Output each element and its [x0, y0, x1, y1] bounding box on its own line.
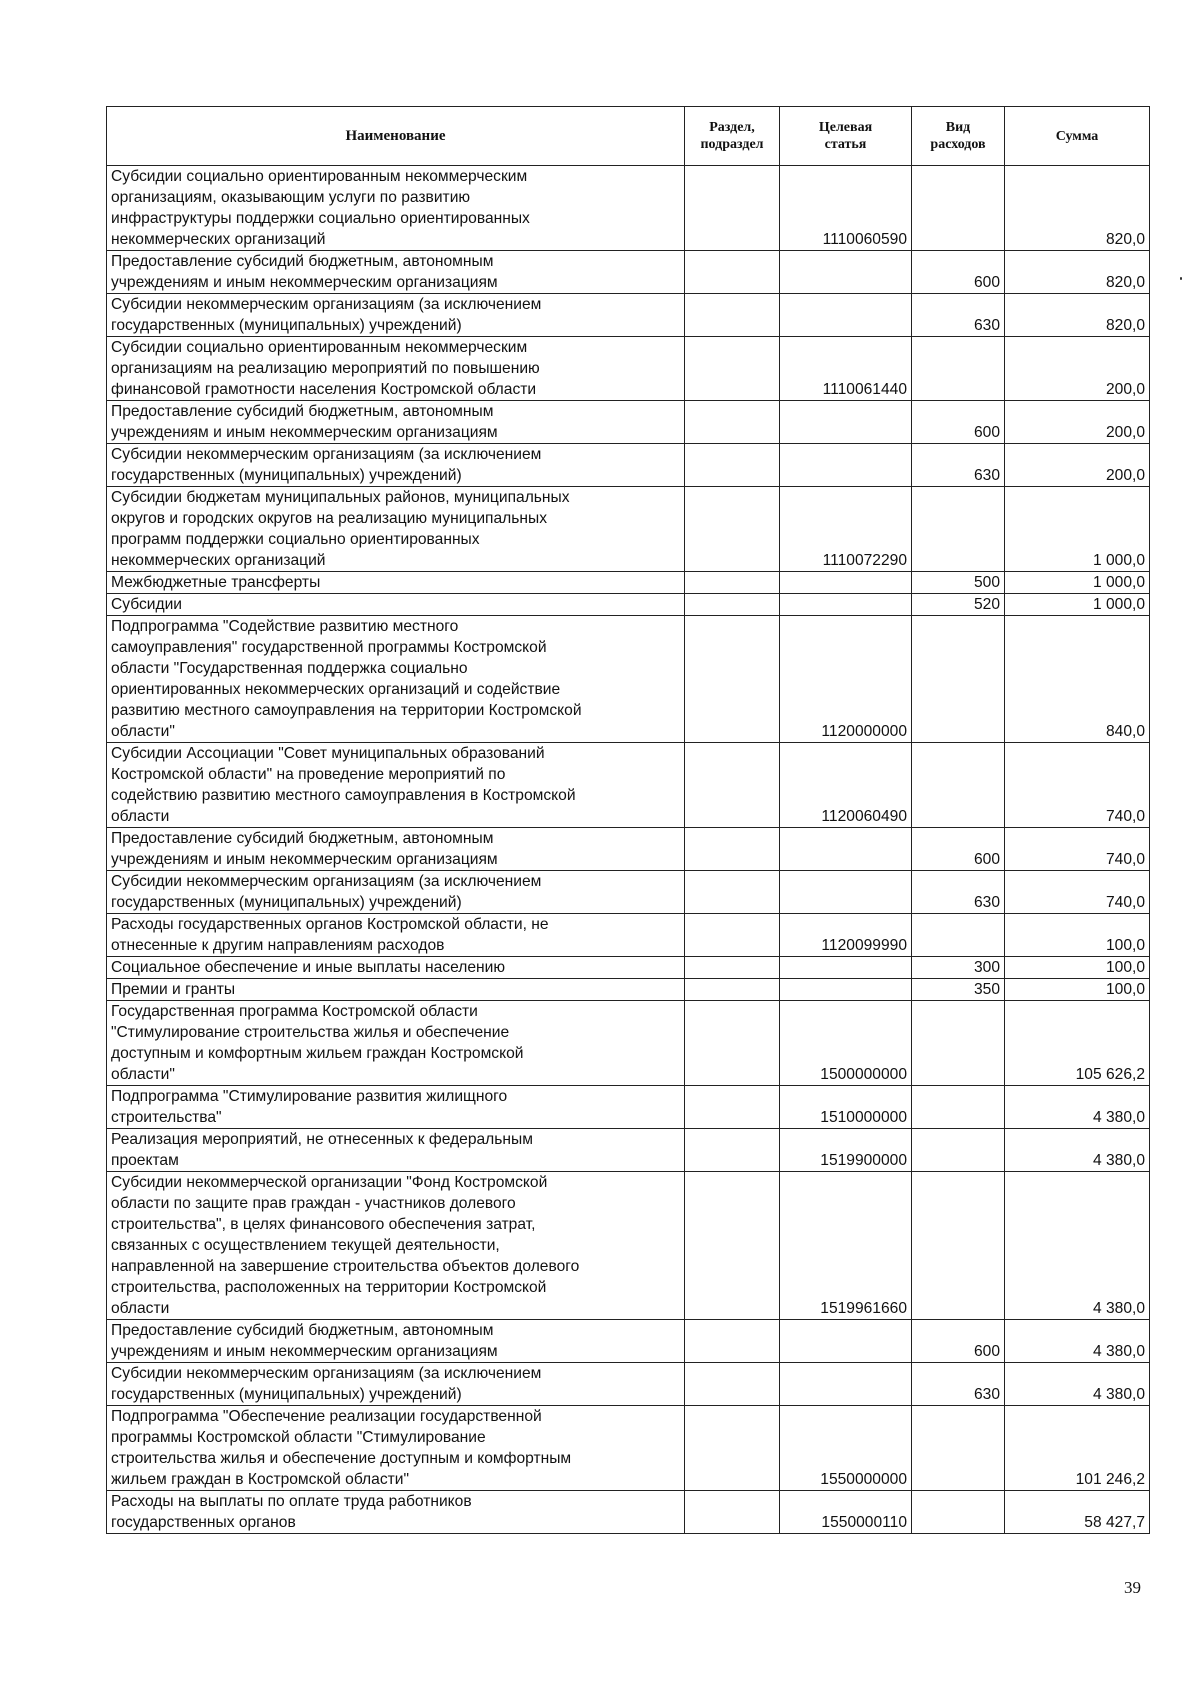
cell-kind: 600	[912, 401, 1005, 444]
cell-sum: 740,0	[1005, 871, 1150, 914]
cell-section	[685, 487, 780, 572]
cell-sum: 740,0	[1005, 828, 1150, 871]
cell-kind: 500	[912, 572, 1005, 594]
cell-kind	[912, 743, 1005, 828]
table-header-row	[107, 107, 1150, 166]
cell-name: Межбюджетные трансферты	[107, 572, 685, 594]
cell-target	[780, 572, 912, 594]
cell-target	[780, 594, 912, 616]
cell-section	[685, 957, 780, 979]
cell-sum: 101 246,2	[1005, 1406, 1150, 1491]
cell-target: 1110072290	[780, 487, 912, 572]
table-row	[107, 1406, 1150, 1491]
cell-section	[685, 1320, 780, 1363]
cell-name: Субсидии социально ориентированным некоммерческим организациям, оказывающим услуги по развитию инфраструктуры поддержки социально ориентированных некоммерческих организаций	[107, 166, 685, 251]
cell-kind: 630	[912, 1363, 1005, 1406]
cell-sum: 4 380,0	[1005, 1320, 1150, 1363]
cell-name: Субсидии бюджетам муниципальных районов, муниципальных округов и городских округов на реализацию муниципальных программ поддержки социально ориентированных некоммерческих организаций	[107, 487, 685, 572]
cell-kind	[912, 337, 1005, 401]
cell-kind: 630	[912, 294, 1005, 337]
header-section: Раздел, подраздел	[685, 107, 780, 166]
cell-sum: 820,0	[1005, 166, 1150, 251]
cell-name: Подпрограмма "Обеспечение реализации государственной программы Костромской области "Стимулирование строительства жилья и обеспечение доступным и комфортным жильем граждан в Костромской области"	[107, 1406, 685, 1491]
cell-name: Субсидии некоммерческим организациям (за исключением государственных (муниципальных) учреждений)	[107, 1363, 685, 1406]
cell-section	[685, 1406, 780, 1491]
cell-name: Предоставление субсидий бюджетным, автономным учреждениям и иным некоммерческим организациям	[107, 251, 685, 294]
table-row	[107, 1086, 1150, 1129]
cell-target: 1110061440	[780, 337, 912, 401]
cell-name: Подпрограмма "Содействие развитию местного самоуправления" государственной программы Костромской области "Государственная поддержка социально ориентированных некоммерческих организаций и содействие развитию местного самоуправления на территории Костромской области"	[107, 616, 685, 743]
cell-sum: 820,0	[1005, 294, 1150, 337]
cell-target: 1120060490	[780, 743, 912, 828]
cell-kind	[912, 487, 1005, 572]
cell-sum: 740,0	[1005, 743, 1150, 828]
table-row	[107, 294, 1150, 337]
cell-name: Расходы на выплаты по оплате труда работников государственных органов	[107, 1491, 685, 1534]
cell-target	[780, 979, 912, 1001]
cell-target: 1550000110	[780, 1491, 912, 1534]
cell-sum: 200,0	[1005, 337, 1150, 401]
cell-name: Подпрограмма "Стимулирование развития жилищного строительства"	[107, 1086, 685, 1129]
cell-sum: 200,0	[1005, 444, 1150, 487]
table-row	[107, 487, 1150, 572]
cell-kind: 630	[912, 444, 1005, 487]
cell-kind	[912, 616, 1005, 743]
cell-kind: 600	[912, 828, 1005, 871]
cell-kind	[912, 166, 1005, 251]
cell-kind	[912, 1491, 1005, 1534]
cell-section	[685, 401, 780, 444]
header-name: Наименование	[107, 107, 685, 166]
cell-name: Реализация мероприятий, не отнесенных к федеральным проектам	[107, 1129, 685, 1172]
cell-section	[685, 616, 780, 743]
table-row	[107, 979, 1150, 1001]
cell-name: Субсидии социально ориентированным некоммерческим организациям на реализацию мероприятий по повышению финансовой грамотности населения Костромской области	[107, 337, 685, 401]
cell-sum: 100,0	[1005, 979, 1150, 1001]
cell-sum: 1 000,0	[1005, 594, 1150, 616]
cell-target: 1550000000	[780, 1406, 912, 1491]
cell-kind	[912, 1172, 1005, 1320]
cell-section	[685, 871, 780, 914]
cell-target: 1120000000	[780, 616, 912, 743]
cell-sum: 200,0	[1005, 401, 1150, 444]
cell-target	[780, 1320, 912, 1363]
cell-sum: 840,0	[1005, 616, 1150, 743]
cell-kind: 520	[912, 594, 1005, 616]
cell-target	[780, 251, 912, 294]
cell-sum: 1 000,0	[1005, 572, 1150, 594]
cell-name: Субсидии некоммерческим организациям (за исключением государственных (муниципальных) учреждений)	[107, 294, 685, 337]
cell-section	[685, 594, 780, 616]
cell-target: 1110060590	[780, 166, 912, 251]
cell-name: Социальное обеспечение и иные выплаты населению	[107, 957, 685, 979]
cell-sum: 4 380,0	[1005, 1363, 1150, 1406]
cell-sum: 100,0	[1005, 957, 1150, 979]
cell-section	[685, 979, 780, 1001]
cell-section	[685, 1491, 780, 1534]
table-row	[107, 337, 1150, 401]
cell-kind	[912, 914, 1005, 957]
cell-kind	[912, 1406, 1005, 1491]
cell-section	[685, 1172, 780, 1320]
table-row	[107, 444, 1150, 487]
cell-name: Предоставление субсидий бюджетным, автономным учреждениям и иным некоммерческим организациям	[107, 828, 685, 871]
table-row	[107, 871, 1150, 914]
cell-name: Субсидии некоммерческим организациям (за исключением государственных (муниципальных) учреждений)	[107, 444, 685, 487]
cell-section	[685, 337, 780, 401]
cell-kind: 350	[912, 979, 1005, 1001]
cell-name: Субсидии некоммерческой организации "Фонд Костромской области по защите прав граждан - участников долевого строительства", в целях финансового обеспечения затрат, связанных с осуществлением текущей деятельности, направленной на завершение строительства объектов долевого строительства, расположенных на территории Костромской области	[107, 1172, 685, 1320]
cell-section	[685, 828, 780, 871]
cell-target	[780, 957, 912, 979]
cell-kind: 630	[912, 871, 1005, 914]
table-row	[107, 251, 1150, 294]
cell-name: Субсидии некоммерческим организациям (за исключением государственных (муниципальных) учреждений)	[107, 871, 685, 914]
cell-section	[685, 1363, 780, 1406]
cell-kind	[912, 1001, 1005, 1086]
table-body	[107, 166, 1150, 1534]
table-row	[107, 616, 1150, 743]
cell-target	[780, 294, 912, 337]
cell-section	[685, 914, 780, 957]
table-row	[107, 401, 1150, 444]
cell-sum: 58 427,7	[1005, 1491, 1150, 1534]
cell-sum: 4 380,0	[1005, 1129, 1150, 1172]
table-row	[107, 828, 1150, 871]
cell-name: Предоставление субсидий бюджетным, автономным учреждениям и иным некоммерческим организациям	[107, 401, 685, 444]
budget-table	[106, 106, 1150, 1534]
table-row	[107, 1172, 1150, 1320]
cell-section	[685, 1001, 780, 1086]
cell-section	[685, 166, 780, 251]
table-row	[107, 1320, 1150, 1363]
cell-target	[780, 444, 912, 487]
cell-name: Субсидии Ассоциации "Совет муниципальных образований Костромской области" на проведение мероприятий по содействию развитию местного самоуправления в Костромской области	[107, 743, 685, 828]
table-row	[107, 743, 1150, 828]
cell-section	[685, 294, 780, 337]
cell-target: 1120099990	[780, 914, 912, 957]
cell-section	[685, 572, 780, 594]
cell-target: 1510000000	[780, 1086, 912, 1129]
cell-section	[685, 743, 780, 828]
cell-name: Предоставление субсидий бюджетным, автономным учреждениям и иным некоммерческим организациям	[107, 1320, 685, 1363]
table-row	[107, 1491, 1150, 1534]
cell-name: Субсидии	[107, 594, 685, 616]
table-row	[107, 1001, 1150, 1086]
cell-target	[780, 401, 912, 444]
cell-sum: 4 380,0	[1005, 1086, 1150, 1129]
cell-section	[685, 251, 780, 294]
header-kind: Вид расходов	[912, 107, 1005, 166]
cell-sum: 1 000,0	[1005, 487, 1150, 572]
cell-kind: 600	[912, 1320, 1005, 1363]
cell-name: Государственная программа Костромской области "Стимулирование строительства жилья и обеспечение доступным и комфортным жильем граждан Костромской области"	[107, 1001, 685, 1086]
table-row	[107, 572, 1150, 594]
table-row	[107, 594, 1150, 616]
cell-section	[685, 444, 780, 487]
cell-sum: 820,0	[1005, 251, 1150, 294]
cell-target: 1500000000	[780, 1001, 912, 1086]
margin-mark	[1180, 277, 1182, 280]
cell-sum: 100,0	[1005, 914, 1150, 957]
cell-kind	[912, 1129, 1005, 1172]
cell-name: Расходы государственных органов Костромской области, не отнесенные к другим направлениям расходов	[107, 914, 685, 957]
header-sum: Сумма	[1005, 107, 1150, 166]
page-number: 39	[1124, 1578, 1141, 1597]
table-row	[107, 914, 1150, 957]
cell-sum: 105 626,2	[1005, 1001, 1150, 1086]
cell-section	[685, 1129, 780, 1172]
table-row	[107, 1363, 1150, 1406]
cell-target	[780, 871, 912, 914]
cell-kind: 600	[912, 251, 1005, 294]
table-row	[107, 1129, 1150, 1172]
table-row	[107, 957, 1150, 979]
header-target: Целевая статья	[780, 107, 912, 166]
cell-kind: 300	[912, 957, 1005, 979]
cell-target	[780, 1363, 912, 1406]
table-row	[107, 166, 1150, 251]
cell-target: 1519961660	[780, 1172, 912, 1320]
cell-section	[685, 1086, 780, 1129]
cell-sum: 4 380,0	[1005, 1172, 1150, 1320]
cell-target: 1519900000	[780, 1129, 912, 1172]
cell-kind	[912, 1086, 1005, 1129]
cell-name: Премии и гранты	[107, 979, 685, 1001]
cell-target	[780, 828, 912, 871]
